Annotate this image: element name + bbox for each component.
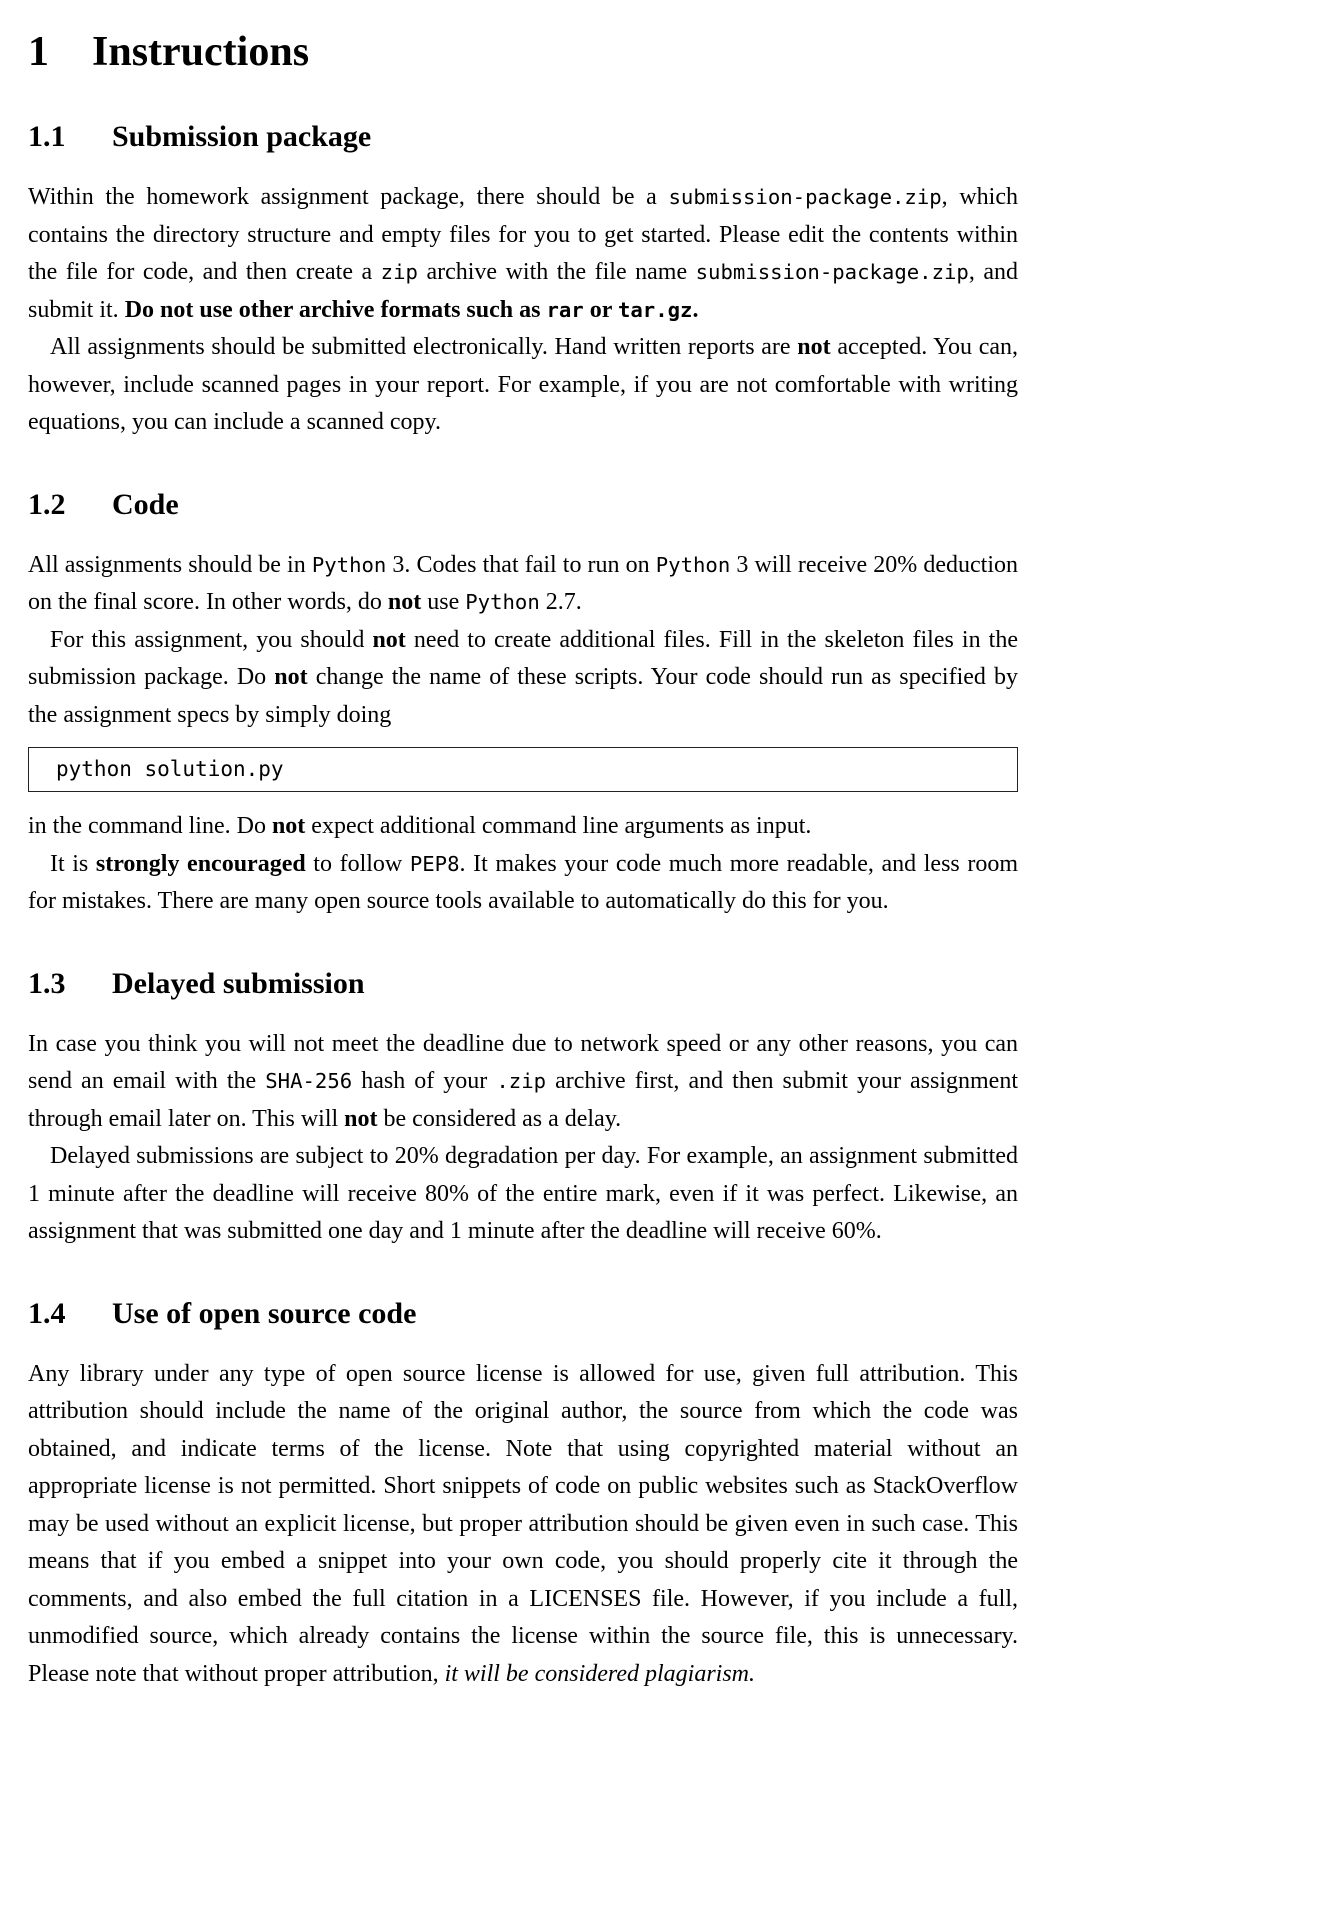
subsection-heading [28, 488, 1018, 521]
text-run: not [797, 334, 831, 361]
text-run: SHA-256 [265, 1069, 353, 1094]
text-run: Within the homework assignment package, there should be a [28, 184, 669, 211]
text-run: For this assignment, you should [50, 626, 373, 653]
text-run: expect additional command line arguments as input. [305, 813, 812, 840]
text-run: , which contains the directory structure and empty files for you to get started. Please edit the contents within the file for code, and then create a [28, 184, 1018, 286]
code-block [28, 747, 1018, 792]
text-run: in the command line. Do [28, 813, 272, 840]
subsection-title: Delayed submission [112, 966, 365, 1000]
text-run: be considered as a delay. [377, 1105, 622, 1132]
text-run: All assignments should be in [28, 551, 312, 578]
text-run: rar [546, 297, 584, 322]
paragraph [28, 622, 1018, 735]
text-run: Delayed submissions are subject to 20% degradation per day. For example, an assignment submitted 1 minute after the deadline will receive 80% of the entire mark, even if it was perfect. Likewise, an assignment that was submitted one day and 1 minute after the deadline will receive 60%. [28, 1143, 1018, 1245]
text-run: not [387, 589, 422, 616]
text-run: . [692, 296, 699, 323]
paragraph [28, 1026, 1018, 1139]
document-content [28, 120, 1018, 1693]
subsection-title: Code [112, 487, 179, 521]
text-run: hash of your [352, 1068, 497, 1095]
text-run: tar.gz [617, 297, 693, 322]
subsection-number: 1.4 [28, 1296, 66, 1330]
text-run: submission-package.zip [668, 185, 942, 210]
text-run: Python [655, 552, 731, 577]
section-title: Instructions [92, 29, 310, 75]
text-run: not [344, 1105, 378, 1132]
paragraph [28, 329, 1018, 442]
text-run: to follow [305, 850, 410, 877]
text-run: . It makes your code much more readable, and less room for mistakes. There are many open source tools available to automatically do this for you. [28, 850, 1019, 915]
text-run: 3 will receive 20% deduction on the final score. In other words, do [28, 551, 1018, 616]
text-run: 2.7. [539, 589, 582, 616]
paragraph [28, 1138, 1018, 1251]
subsection-number: 1.1 [28, 120, 66, 154]
text-run: zip [380, 260, 418, 285]
text-run: or [583, 296, 618, 323]
subsection-heading [28, 1297, 1018, 1330]
subsection-heading [28, 120, 1018, 153]
text-run: archive with the file name [417, 259, 696, 286]
subsection-title: Use of open source code [112, 1296, 417, 1330]
text-run: Any library under any type of open source license is allowed for use, given full attribution. This attribution should include the name of the original author, the source from which the code was obtained, and indicate terms of the license. Note that using copyrighted material without an appropriate license is not permitted. Short snippets of code on public websites such as StackOverflow may be used without an explicit license, but proper attribution should be given even in such case. This means that if you embed a snippet into your own code, you should properly cite it through the comments, and also embed the full citation in a LICENSES file. However, if you include a full, unmodified source, which already contains the license within the source file, this is unnecessary. Please note that without proper attribution, [28, 1360, 1018, 1687]
paragraph [28, 1356, 1018, 1694]
text-run: submission-package.zip [695, 260, 969, 285]
section-number: 1 [28, 29, 49, 75]
text-run: need to create additional files. Fill in the skeleton files in the submission package. Do [28, 626, 1019, 691]
text-run: .zip [496, 1069, 547, 1094]
text-run: All assignments should be submitted electronically. Hand written reports are [50, 334, 798, 361]
text-run: not [274, 664, 308, 691]
text-run: PEP8 [409, 851, 460, 876]
text-run: , and submit it. [28, 259, 1019, 323]
text-run: It is [50, 850, 96, 877]
paragraph [28, 547, 1018, 622]
text-run: Python [465, 590, 540, 615]
text-run: change the name of these scripts. Your code should run as specified by the assignment specs by simply doing [28, 664, 1018, 728]
text-run: accepted. You can, however, include scanned pages in your report. For example, if you are not comfortable with writing equations, you can include a scanned copy. [28, 334, 1019, 436]
text-run: not [271, 813, 306, 840]
section-heading [28, 30, 1018, 74]
subsection-number: 1.3 [28, 966, 66, 1000]
text-run: not [372, 626, 406, 653]
text-run: In case you think you will not meet the deadline due to network speed or any other reasons, you can send an email with the [28, 1030, 1018, 1095]
subsection-title: Submission package [112, 120, 372, 154]
text-run: 3. Codes that fail to run on [386, 551, 656, 578]
text-run: Do not use other archive formats such as [124, 296, 547, 323]
subsection-heading [28, 967, 1018, 1000]
paragraph [28, 846, 1018, 921]
text-run: archive first, and then submit your assignment through email later on. This will [28, 1068, 1018, 1132]
text-run: use [421, 589, 466, 616]
paragraph [28, 179, 1018, 329]
text-run: Python [311, 552, 387, 577]
text-run: it will be considered plagiarism. [444, 1660, 756, 1687]
paragraph [28, 808, 1018, 846]
code-text: python solution.py [56, 757, 284, 782]
subsection-number: 1.2 [28, 487, 66, 521]
text-run: strongly encouraged [95, 850, 306, 877]
